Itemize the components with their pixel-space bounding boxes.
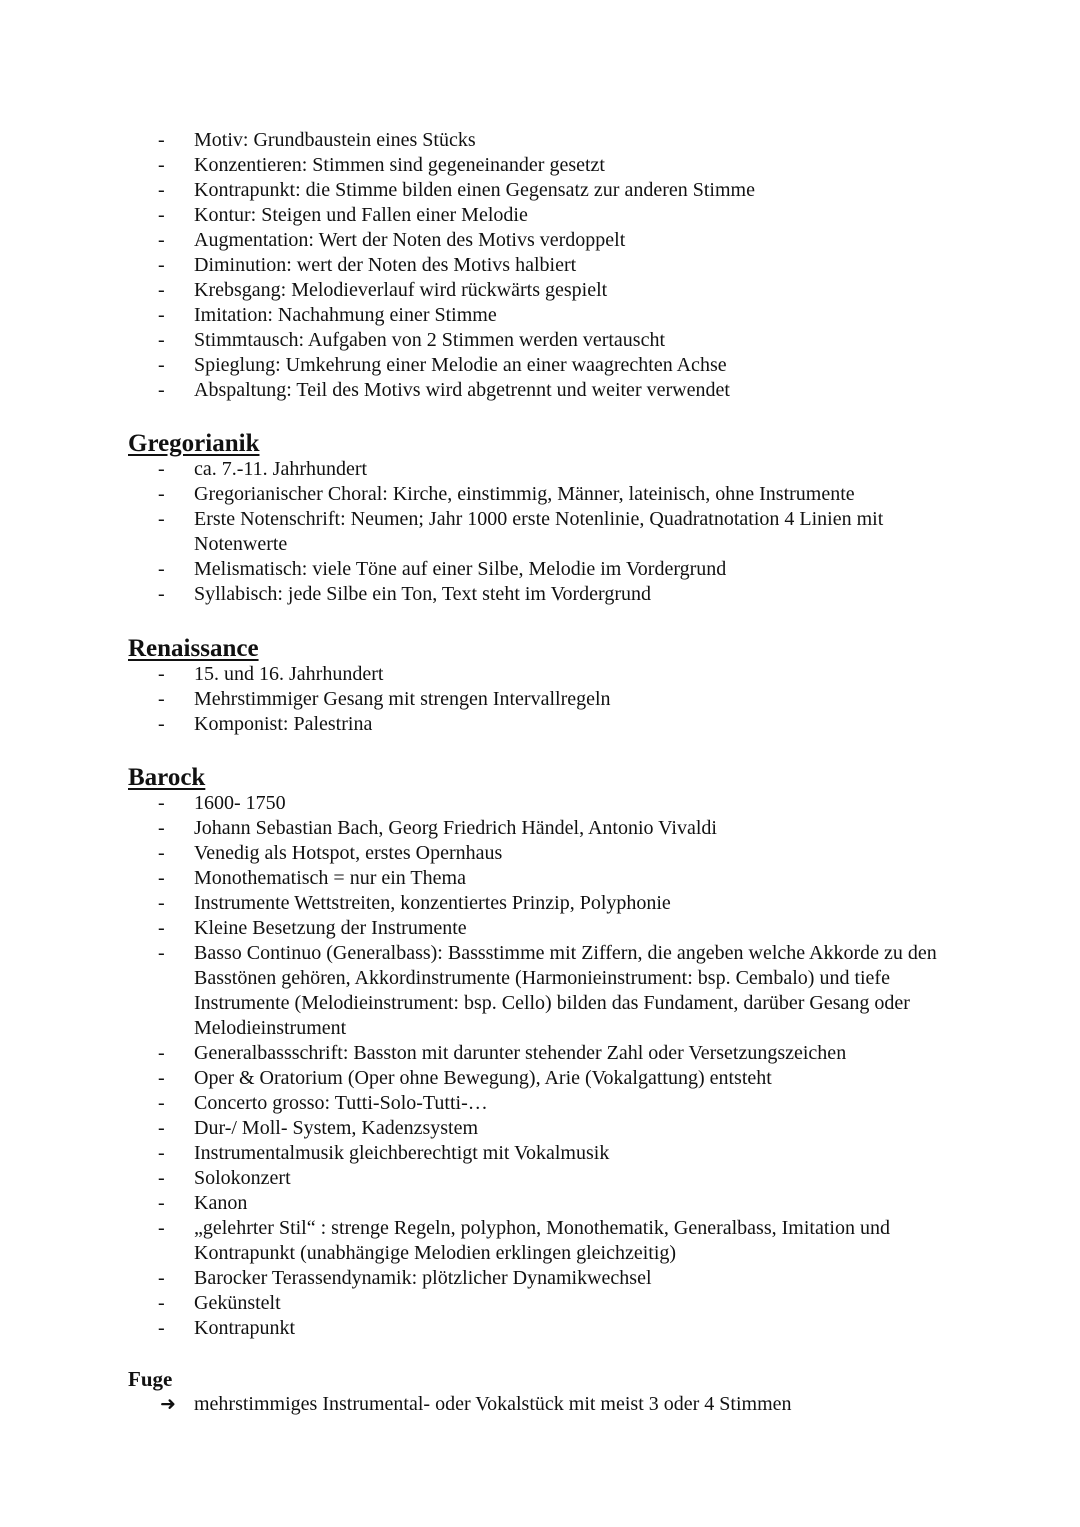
dash-bullet: - [158, 1267, 165, 1289]
gregorianik-list [0, 457, 1080, 607]
heading-barock: Barock [128, 764, 206, 791]
arrow-right-icon: ➜ [160, 1393, 176, 1415]
list-item-text: Kleine Besetzung der Instrumente [194, 917, 467, 939]
heading-gregorianik: Gregorianik [128, 430, 260, 457]
list-item [0, 378, 1080, 403]
dash-bullet: - [158, 892, 165, 914]
dash-bullet: - [158, 508, 165, 530]
dash-bullet: - [158, 1092, 165, 1114]
list-item-text: Komponist: Palestrina [194, 713, 373, 735]
list-item-text: Abspaltung: Teil des Motivs wird abgetrennt und weiter verwendet [194, 379, 730, 401]
dash-bullet: - [158, 204, 165, 226]
dash-bullet: - [158, 354, 165, 376]
list-item-text: Basso Continuo (Generalbass): Bassstimme mit Ziffern, die angeben welche Akkorde zu den Basstönen gehören, Akkordinstrumente (Harmonieinstrument: bsp. Cembalo) und tiefe Instrumente (Melodieinstrument: bsp. Cello) bilden das Fundament, darüber Gesang oder Melodieinstrument [194, 942, 937, 1039]
list-item-text: Diminution: wert der Noten des Motivs halbiert [194, 254, 577, 276]
list-item-text: Mehrstimmiger Gesang mit strengen Intervallregeln [194, 688, 611, 710]
list-item [0, 1166, 1080, 1191]
list-item [0, 1316, 1080, 1341]
list-item-text: Solokonzert [194, 1167, 291, 1189]
list-item-text: ca. 7.-11. Jahrhundert [194, 458, 368, 480]
list-item-text: Kontrapunkt [194, 1317, 296, 1339]
list-item [0, 916, 1080, 941]
list-item [0, 1216, 1080, 1266]
dash-bullet: - [158, 179, 165, 201]
list-item [0, 841, 1080, 866]
list-item-text: Erste Notenschrift: Neumen; Jahr 1000 erste Notenlinie, Quadratnotation 4 Linien mit Notenwerte [194, 508, 884, 555]
list-item [0, 1066, 1080, 1091]
dash-bullet: - [158, 1042, 165, 1064]
list-item-text: Generalbassschrift: Basston mit darunter stehender Zahl oder Versetzungszeichen [194, 1042, 847, 1064]
dash-bullet: - [158, 1117, 165, 1139]
dash-bullet: - [158, 483, 165, 505]
dash-bullet: - [158, 842, 165, 864]
list-item-text: Augmentation: Wert der Noten des Motivs verdoppelt [194, 229, 626, 251]
dash-bullet: - [158, 867, 165, 889]
list-item-text: Monothematisch = nur ein Thema [194, 867, 466, 889]
list-item [0, 1091, 1080, 1116]
list-item [0, 278, 1080, 303]
dash-bullet: - [158, 713, 165, 735]
fuge-list [0, 1392, 1080, 1417]
list-item [0, 712, 1080, 737]
barock-section [0, 791, 1080, 1341]
list-item [0, 1392, 1080, 1417]
list-item [0, 203, 1080, 228]
list-item [0, 482, 1080, 507]
list-item-text: Konzentieren: Stimmen sind gegeneinander gesetzt [194, 154, 605, 176]
intro-section [0, 128, 1080, 403]
list-item-text: „gelehrter Stil“ : strenge Regeln, polyphon, Monothematik, Generalbass, Imitation und Kontrapunkt (unabhängige Melodien erklingen gleichzeitig) [194, 1217, 890, 1264]
heading-fuge: Fuge [128, 1367, 173, 1391]
dash-bullet: - [158, 663, 165, 685]
dash-bullet: - [158, 254, 165, 276]
list-item [0, 1041, 1080, 1066]
list-item-text: Dur-/ Moll- System, Kadenzsystem [194, 1117, 479, 1139]
list-item [0, 582, 1080, 607]
dash-bullet: - [158, 229, 165, 251]
renaissance-list [0, 662, 1080, 737]
list-item [0, 1116, 1080, 1141]
list-item [0, 687, 1080, 712]
list-item [0, 1141, 1080, 1166]
list-item-text: Barocker Terassendynamik: plötzlicher Dynamikwechsel [194, 1267, 652, 1289]
fuge-section [0, 1392, 1080, 1417]
list-item-text: Instrumente Wettstreiten, konzentiertes Prinzip, Polyphonie [194, 892, 671, 914]
dash-bullet: - [158, 1142, 165, 1164]
list-item [0, 1191, 1080, 1216]
intro-list [0, 128, 1080, 403]
barock-list [0, 791, 1080, 1341]
list-item [0, 557, 1080, 582]
list-item-text: Venedig als Hotspot, erstes Opernhaus [194, 842, 503, 864]
list-item-text: 1600- 1750 [194, 792, 286, 814]
list-item [0, 303, 1080, 328]
dash-bullet: - [158, 1192, 165, 1214]
list-item [0, 328, 1080, 353]
dash-bullet: - [158, 1167, 165, 1189]
list-item-text: Concerto grosso: Tutti-Solo-Tutti-… [194, 1092, 488, 1114]
dash-bullet: - [158, 688, 165, 710]
heading-renaissance: Renaissance [128, 635, 259, 662]
dash-bullet: - [158, 1067, 165, 1089]
list-item-text: Stimmtausch: Aufgaben von 2 Stimmen werden vertauscht [194, 329, 666, 351]
dash-bullet: - [158, 917, 165, 939]
list-item [0, 507, 1080, 557]
gregorianik-section [0, 457, 1080, 607]
dash-bullet: - [158, 458, 165, 480]
dash-bullet: - [158, 1292, 165, 1314]
list-item-text: Kontur: Steigen und Fallen einer Melodie [194, 204, 528, 226]
dash-bullet: - [158, 792, 165, 814]
list-item [0, 1266, 1080, 1291]
dash-bullet: - [158, 304, 165, 326]
list-item [0, 866, 1080, 891]
dash-bullet: - [158, 1317, 165, 1339]
list-item-text: Gekünstelt [194, 1292, 281, 1314]
list-item-text: Instrumentalmusik gleichberechtigt mit Vokalmusik [194, 1142, 610, 1164]
list-item [0, 178, 1080, 203]
list-item [0, 457, 1080, 482]
list-item [0, 153, 1080, 178]
list-item-text: Gregorianischer Choral: Kirche, einstimmig, Männer, lateinisch, ohne Instrumente [194, 483, 855, 505]
list-item [0, 941, 1080, 1041]
dash-bullet: - [158, 558, 165, 580]
dash-bullet: - [158, 279, 165, 301]
list-item [0, 816, 1080, 841]
list-item-text: Syllabisch: jede Silbe ein Ton, Text steht im Vordergrund [194, 583, 651, 605]
list-item-text: Krebsgang: Melodieverlauf wird rückwärts gespielt [194, 279, 608, 301]
dash-bullet: - [158, 817, 165, 839]
list-item [0, 662, 1080, 687]
list-item [0, 891, 1080, 916]
list-item [0, 791, 1080, 816]
list-item-text: Oper & Oratorium (Oper ohne Bewegung), Arie (Vokalgattung) entsteht [194, 1067, 772, 1089]
list-item [0, 228, 1080, 253]
list-item-text: Melismatisch: viele Töne auf einer Silbe, Melodie im Vordergrund [194, 558, 727, 580]
list-item-text: Kontrapunkt: die Stimme bilden einen Gegensatz zur anderen Stimme [194, 179, 755, 201]
list-item [0, 1291, 1080, 1316]
list-item-text: Motiv: Grundbaustein eines Stücks [194, 129, 476, 151]
list-item [0, 128, 1080, 153]
dash-bullet: - [158, 129, 165, 151]
list-item-text: 15. und 16. Jahrhundert [194, 663, 384, 685]
list-item-text: Spieglung: Umkehrung einer Melodie an einer waagrechten Achse [194, 354, 727, 376]
list-item [0, 353, 1080, 378]
dash-bullet: - [158, 583, 165, 605]
list-item [0, 253, 1080, 278]
list-item-text: Imitation: Nachahmung einer Stimme [194, 304, 497, 326]
renaissance-section [0, 662, 1080, 737]
dash-bullet: - [158, 942, 165, 964]
dash-bullet: - [158, 1217, 165, 1239]
dash-bullet: - [158, 154, 165, 176]
dash-bullet: - [158, 329, 165, 351]
list-item-text: Johann Sebastian Bach, Georg Friedrich Händel, Antonio Vivaldi [194, 817, 717, 839]
list-item-text: mehrstimmiges Instrumental- oder Vokalstück mit meist 3 oder 4 Stimmen [194, 1393, 792, 1415]
list-item-text: Kanon [194, 1192, 248, 1214]
dash-bullet: - [158, 379, 165, 401]
